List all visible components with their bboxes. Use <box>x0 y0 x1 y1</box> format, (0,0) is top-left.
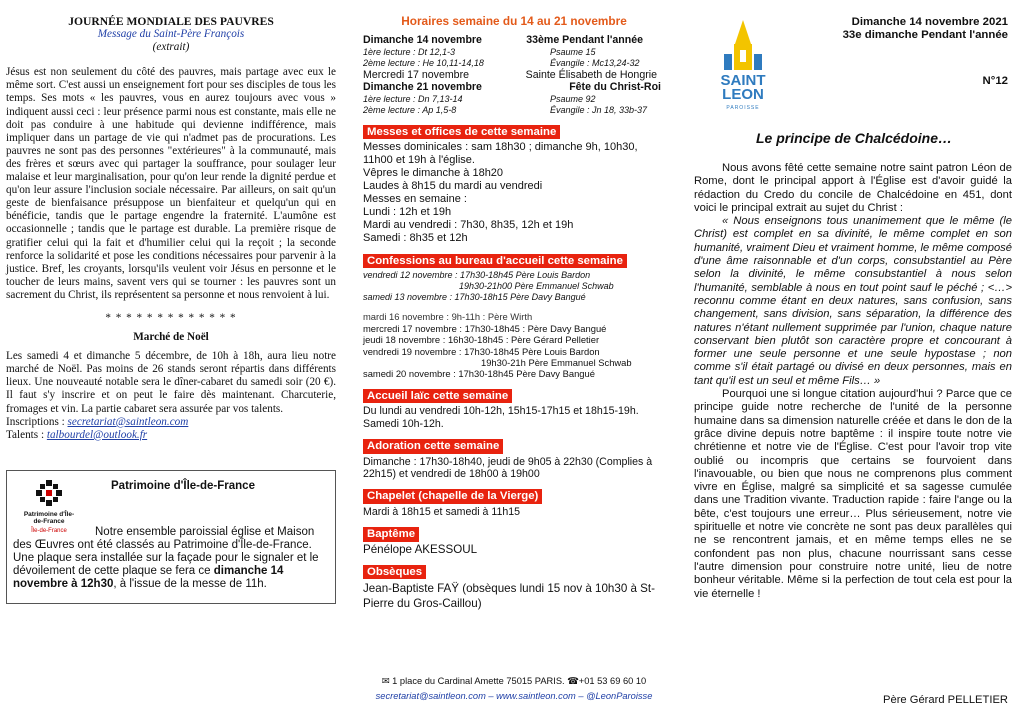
christmas-market-body: Les samedi 4 et dimanche 5 décembre, de 10h à 18h, aura lieu notre marché de Noël. Pas moins de 26 stands seront répartis dans différents lieux. Une nouveauté notable sera le dîner-cabaret du samedi soir (20 €). Il faut s'y inscrire et on peut le faire dès maintenant. Charcuterie, fromages et vin. La partie cabaret sera assurée par vos talents. <box>6 350 336 415</box>
wednesday17-row <box>363 69 665 81</box>
masses-line: Messes en semaine : <box>363 193 467 206</box>
masses-line: Messes dominicales : sam 18h30 ; dimanche 9h, 10h30, 11h00 et 19h à l'église. <box>363 141 638 167</box>
editorial-paragraph-1: Nous avons fêté cette semaine notre saint patron Léon de Rome, dont le principal apport à l'Église est d'avoir guidé la rédaction du Credo du concile de Chalcédoine en 451, dont voici le principal extrait au sujet du Christ : <box>694 162 1012 214</box>
parish-logo <box>708 20 778 112</box>
envelope-icon: ✉ <box>381 676 390 686</box>
sunday-line: 33e dimanche Pendant l'année <box>842 29 1008 41</box>
signature: Père Gérard PELLETIER <box>883 694 1008 706</box>
left-column <box>6 0 336 724</box>
sunday14-liturgy: 33ème Pendant l'année <box>526 34 643 47</box>
section-adoration-title: Adoration cette semaine <box>363 439 503 453</box>
talents-line <box>6 429 336 442</box>
sunday21-feast: Fête du Christ-Roi <box>569 81 661 94</box>
footer-address <box>363 674 665 689</box>
issue-date <box>843 16 1008 42</box>
separator-stars: * * * * * * * * * * * * * <box>105 311 237 324</box>
christmas-market-title: Marché de Noël <box>133 331 209 344</box>
footer-address-text: 1 place du Cardinal Amette 75015 PARIS. ☎+01 53 69 60 10 <box>392 676 647 686</box>
masses-line: Mardi au vendredi : 7h30, 8h35, 12h et 19h <box>363 219 574 232</box>
section-funerals-title: Obsèques <box>363 565 426 579</box>
confession-line: vendredi 19 novembre : 17h30-18h45 Père Louis Bardon <box>363 345 600 357</box>
inscriptions-label: Inscriptions : <box>6 415 65 428</box>
confession-line: jeudi 18 novembre : 16h30-18h45 : Père Gérard Pelletier <box>363 334 600 346</box>
welcome-list <box>363 405 665 430</box>
heritage-box-title: Patrimoine d'Île-de-France <box>111 479 255 492</box>
sunday21-reading1-row <box>363 94 665 105</box>
adoration-text: Dimanche : 17h30-18h40, jeudi de 9h05 à 22h30 (Complies à 22h15) et vendredi de 18h00 à 19h00 <box>363 455 653 480</box>
sunday14-reading2-row <box>363 58 665 69</box>
editorial-title: Le principe de Chalcédoine… <box>755 130 953 146</box>
confession-line: 19h30-21h00 Père Emmanuel Schwab <box>459 281 614 292</box>
masses-line: Vêpres le dimanche à 18h20 <box>363 167 504 180</box>
sunday14-reading2: 2ème lecture : He 10,11-14,18 <box>363 57 484 68</box>
wednesday17-label: Mercredi 17 novembre <box>363 68 469 81</box>
sunday21-reading2-row <box>363 105 665 116</box>
section-confessions-title: Confessions au bureau d'accueil cette semaine <box>363 254 627 268</box>
welcome-line: Samedi 10h-12h. <box>363 417 444 430</box>
sunday14-psalm: Psaume 15 <box>550 46 596 57</box>
section-welcome-title: Accueil laïc cette semaine <box>363 389 512 403</box>
confession-line: samedi 20 novembre : 17h30-18h45 Père Davy Bangué <box>363 368 595 380</box>
confession-line: 19h30-21h Père Emmanuel Schwab <box>481 357 632 369</box>
right-column <box>690 0 1018 724</box>
date-line: Dimanche 14 novembre 2021 <box>851 16 1008 28</box>
confessions-list <box>363 311 665 379</box>
confessions-previous-list <box>363 270 665 303</box>
sunday21-reading1: 1ère lecture : Dn 7,13-14 <box>363 93 463 104</box>
footer <box>363 674 665 704</box>
footer-links[interactable]: secretariat@saintleon.com – www.saintleon.com – @LeonParoisse <box>375 691 653 701</box>
inscriptions-email-link[interactable]: secretariat@saintleon.com <box>67 415 189 428</box>
pope-message-body: Jésus est non seulement du côté des pauvres, mais partage avec eux le même sort. C'est aussi un enseignement fort pour ses disciples de tous les temps. Ses mots « les pauvres, vous en aurez toujours avec vous » indiquent aussi ceci : leur présence parmi nous est constante, mais elle ne doit pas conduire à une habitude qui devienne indifférence, mais impliquer dans un partage de vie qui n'admet pas de procurations. Les pauvres ne sont pas des personnes "extérieures" à la communauté, mais des frères et sœurs avec qui partager la souffrance, pour soulager leur malaise et leur marginalisation, pour qu'on leur rende la dignité perdue et qu'on leur assure l'inclusion sociale nécessaire. Par ailleurs, on sait qu'un geste de bienfaisance présuppose un bienfaiteur et quelqu'un qui en bénéficie, tandis que le partage engendre la fraternité. L'aumône est occasionnelle ; tandis que le partage est durable. La première risque de gratifier celui qui la fait et d'humilier celui qui la reçoit ; la seconde renforce la solidarité et pose les conditions nécessaires pour parvenir à la justice. Bref, les croyants, lorsqu'ils veulent voir Jésus en personne et le toucher de leurs mains, savent vers qui se tourner : les pauvres sont un sacrement du Christ, ils représentent sa personne et nous renvoient à lui. <box>6 66 336 301</box>
heritage-body-part1: Notre ensemble paroissial église et Maison des Œuvres ont été classés au Patrimoine d'Île-de-France. Une plaque sera installée sur la façade pour le signaler et le dévoilement de cette plaque se fera ce <box>13 525 319 577</box>
rosary-text: Mardi à 18h15 et samedi à 11h15 <box>363 505 521 518</box>
heritage-logo-text: Patrimoine d'Île-de-France <box>23 510 75 525</box>
church-tower-icon <box>721 20 765 70</box>
baptism-text: Pénélope AKESSOUL <box>363 542 478 556</box>
confession-line: vendredi 12 novembre : 17h30-18h45 Père Louis Bardon <box>363 270 591 281</box>
logo-leon: LEON <box>722 86 764 104</box>
confession-line: samedi 13 novembre : 17h30-18h15 Père Davy Bangué <box>363 292 586 303</box>
editorial-quote: « Nous enseignons tous unanimement que le même (le Christ) est complet en sa divinité, le même complet en son humanité, vraiment Dieu et vraiment homme, le même composé d'une âme raisonnable et d'un corps, consubstantiel au Père selon la divinité, le même consubstantiel à nous selon l'humanité, semblable à nous en tout point sauf le péché ; <…> reconnu comme étant en deux natures, sans confusion, sans changement, sans division, sans séparation, la différence des natures n'étant nullement supprimée par l'union, chaque nature conservant bien plutôt son caractère propre et concourant à former une seule personne et une seule hypostase ; non comme s'il était partagé ou divisé en deux personnes, mais en tant qu'il est un seul et même Fils… » <box>694 215 1012 387</box>
sunday14-reading1: 1ère lecture : Dt 12,1-3 <box>363 46 456 57</box>
sunday14-reading1-row <box>363 47 665 58</box>
talents-label: Talents : <box>6 428 45 441</box>
poverty-day-title: JOURNÉE MONDIALE DES PAUVRES <box>68 15 274 28</box>
heritage-body-part2: , à l'issue de la messe de 11h. <box>113 577 267 590</box>
welcome-line: Du lundi au vendredi 10h-12h, 15h15-17h15 et 18h15-19h. <box>363 405 639 418</box>
heritage-box-body <box>13 526 329 591</box>
masses-line: Samedi : 8h35 et 12h <box>363 232 468 245</box>
heritage-emblem-icon <box>35 479 63 507</box>
confession-line: mercredi 17 novembre : 17h30-18h45 : Père Davy Bangué <box>363 322 607 334</box>
issue-number: N°12 <box>982 75 1008 87</box>
talents-email-link[interactable]: talbourdel@outlook.fr <box>46 428 148 441</box>
masses-line: Lundi : 12h et 19h <box>363 206 452 219</box>
logo-paroisse: PAROISSE <box>726 105 760 112</box>
wednesday17-feast: Sainte Élisabeth de Hongrie <box>525 68 657 81</box>
editorial-paragraph-2: Pourquoi une si longue citation aujourd'hui ? Parce que ce principe guide notre recherche de l'unité de la personne humaine dans sa dimension naturelle créée et dans le don de la grâce divine depuis notre baptême : il inspire toute notre vie chrétienne et notre vie de l'Église. C'est pour l'avoir trop vite oublié ou incompris que certains se fourvoient dans l'inavouable, ou bien que nous ne comprenons plus comment vivre en Église, malgré sa simplicité et sa sagesse cumulée dans une Tradition vivante. Traduction rapide : faire l'ange ou la bête, c'est toujours une erreur… Plus sérieusement, notre vie spirituelle et notre vie concrète ne sont pas deux parallèles qui ne se rencontrent jamais, et en même temps elles ne se confondent pas non plus, chacune nourrissant sans cesse l'autre dimension pour construire notre unité, lieu de notre bonheur véritable. Même si la perfection de tout cela est pour la vie éternelle ! <box>694 388 1012 600</box>
extract-label: (extrait) <box>152 41 190 54</box>
sunday21-gospel: Évangile : Jn 18, 33b-37 <box>550 104 648 115</box>
schedule-heading: Horaires semaine du 14 au 21 novembre <box>401 14 627 28</box>
sunday21-row <box>363 81 665 93</box>
section-baptism-title: Baptême <box>363 527 419 541</box>
pope-message-subtitle: Message du Saint-Père François <box>97 28 245 41</box>
sunday21-psalm: Psaume 92 <box>550 93 596 104</box>
sunday21-reading2: 2ème lecture : Ap 1,5-8 <box>363 104 457 115</box>
sunday14-gospel: Évangile : Mc13,24-32 <box>550 57 640 68</box>
middle-column <box>363 0 665 724</box>
logo-saint: SAINT <box>720 72 766 90</box>
section-rosary-title: Chapelet (chapelle de la Vierge) <box>363 489 542 503</box>
editorial-body <box>694 162 1012 601</box>
heritage-body-date: dimanche 14 novembre à 12h30 <box>13 564 284 590</box>
inscriptions-line <box>6 416 336 429</box>
masses-line: Laudes à 8h15 du mardi au vendredi <box>363 180 543 193</box>
sunday14-row <box>363 34 665 46</box>
section-masses-title: Messes et offices de cette semaine <box>363 125 560 139</box>
heritage-box <box>6 470 336 604</box>
confession-line: mardi 16 novembre : 9h-11h : Père Wirth <box>363 311 533 323</box>
heritage-logo-subtext: Île-de-France <box>31 527 67 534</box>
sunday14-label: Dimanche 14 novembre <box>363 34 482 47</box>
funerals-text: Jean-Baptiste FAŸ (obsèques lundi 15 nov à 10h30 à St-Pierre du Gros-Caillou) <box>363 582 655 611</box>
sunday21-label: Dimanche 21 novembre <box>363 81 482 94</box>
masses-list <box>363 141 665 245</box>
